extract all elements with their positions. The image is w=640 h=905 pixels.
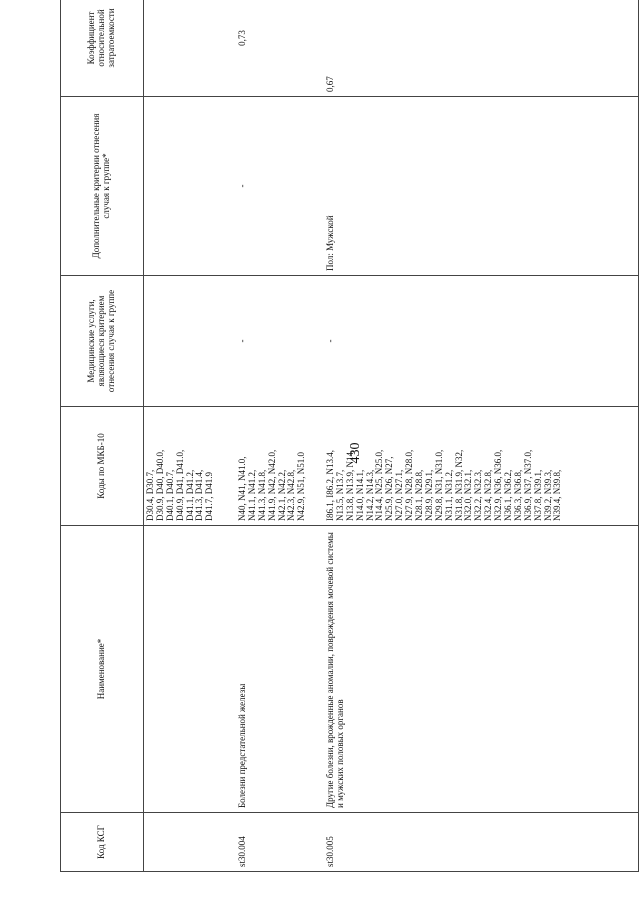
icd-code-line: D41.3, D41.4, — [194, 469, 205, 521]
table-row — [236, 0, 324, 872]
ksg-table-container — [60, 8, 634, 872]
row-name: Болезни предстательной железы — [236, 526, 324, 813]
icd-code-line: N27.0, N27.1, — [394, 469, 405, 521]
icd-code-line: N37.8, N39.1, — [532, 469, 543, 521]
icd-code-line: N32.2, N32.3, — [473, 469, 484, 521]
icd-code-line: N13.8, N13.9, N14, — [344, 449, 355, 521]
row-coef: 0,67 — [324, 0, 639, 97]
row-extra — [144, 97, 237, 276]
icd-code-line: N42.3, N42.8, — [286, 469, 297, 521]
icd-code-line: N31.1, N31.2, — [443, 469, 454, 521]
icd-code-line: N36.3, N36.8, — [512, 469, 523, 521]
icd-code-line: N14.2, N14.3, — [364, 469, 375, 521]
row-code — [144, 813, 237, 872]
row-icd-codes — [144, 407, 237, 526]
row-coef: 0,73 — [236, 0, 324, 97]
icd-code-line: D30.4, D30.7, — [145, 469, 155, 521]
row-extra: - — [236, 97, 324, 276]
icd-code-line: D40.9, D41, D41.0, — [174, 449, 185, 521]
icd-code-line: N41.3, N41.8, — [256, 469, 267, 521]
icd-code-line: N36.9, N37, N37.0, — [522, 449, 533, 521]
table-row — [144, 0, 237, 872]
icd-code-line: N14.4, N25, N25.0, — [374, 449, 385, 521]
icd-code-line: N27.9, N28, N28.0, — [404, 449, 415, 521]
table-header-row — [61, 0, 144, 872]
row-icd-codes — [324, 407, 639, 526]
row-services: - — [324, 276, 639, 407]
page-number: 430 — [348, 442, 363, 464]
icd-code-line: N29.8, N31, N31.0, — [433, 449, 444, 521]
row-name: Другие болезни, врожденные аномалии, повреждения мочевой системы и мужских половых органов — [324, 526, 639, 813]
row-code: st30.004 — [236, 813, 324, 872]
table-row — [324, 0, 639, 872]
header-icd: Коды по МКБ-10 — [61, 407, 144, 526]
icd-code-line: N42.9, N51, N51.0 — [296, 452, 307, 521]
row-name — [144, 526, 237, 813]
icd-code-line: N36.1, N36.2, — [503, 469, 514, 521]
icd-code-line: N13.5, N13.7, — [334, 469, 345, 521]
icd-code-line: I86.1, I86.2, N13.4, — [325, 450, 335, 521]
icd-code-line: N32.0, N32.1, — [463, 469, 474, 521]
header-coef: Коэффициент относительной затратоемкости — [61, 0, 144, 97]
header-extra: Дополнительные критерии отнесения случая к группе* — [61, 97, 144, 276]
icd-code-line: D40.1, D40.7, — [164, 469, 175, 521]
row-icd-codes — [236, 407, 324, 526]
row-code: st30.005 — [324, 813, 639, 872]
icd-code-line: N14.0, N14.1, — [354, 469, 365, 521]
icd-code-line: N39.2, N39.3, — [542, 469, 553, 521]
row-services — [144, 276, 237, 407]
icd-code-line: D41.1, D41.2, — [184, 469, 195, 521]
row-coef — [144, 0, 237, 97]
row-services: - — [236, 276, 324, 407]
icd-code-line: N28.1, N28.8, — [414, 469, 425, 521]
icd-code-line: N32.4, N32.8, — [483, 469, 494, 521]
icd-code-line: N28.9, N29.1, — [423, 469, 434, 521]
icd-code-line: D30.9, D40, D40.0, — [154, 449, 165, 521]
icd-code-line: N42.1, N42.2, — [276, 469, 287, 521]
header-name: Наименование* — [61, 526, 144, 813]
ksg-table — [60, 0, 639, 872]
icd-code-line: D41.7, D41.9 — [204, 472, 215, 521]
icd-code-line: N25.9, N26, N27, — [384, 456, 395, 521]
row-extra: Пол: Мужской — [324, 97, 639, 276]
icd-code-line: N41.1, N41.2, — [246, 469, 257, 521]
icd-code-line: N32.9, N36, N36.0, — [493, 449, 504, 521]
header-services: Медицинские услуги, являющиеся критерием отнесения случая к группе — [61, 276, 144, 407]
icd-code-line: N41.9, N42, N42.0, — [266, 449, 277, 521]
header-code: Код КСГ — [61, 813, 144, 872]
icd-code-line: N40, N41, N41.0, — [237, 456, 247, 521]
icd-code-line: N39.4, N39.8, — [552, 469, 563, 521]
icd-code-line: N31.8, N31.9, N32, — [453, 449, 464, 521]
